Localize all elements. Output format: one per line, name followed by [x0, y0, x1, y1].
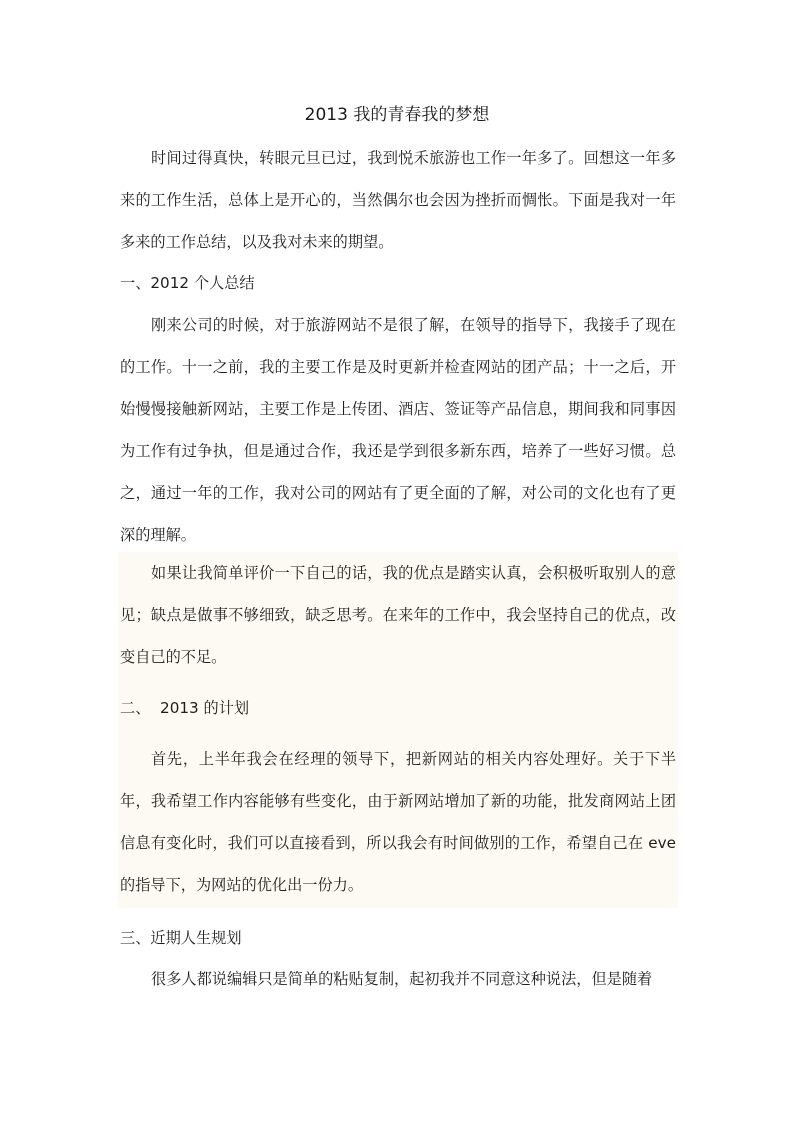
plan-paragraph: 首先，上半年我会在经理的领导下，把新网站的相关内容处理好。关于下半年，我希望工作内容能够有些变化，由于新网站增加了新的功能，批发商网站上团信息有变化时，我们可以直接看到，所以我会有时间做别的工作，希望自己在 eve 的指导下，为网站的优化出一份力。	[120, 750, 676, 894]
summary-paragraph-1: 刚来公司的时候，对于旅游网站不是很了解，在领导的指导下，我接手了现在的工作。十一之前，我的主要工作是及时更新并检查网站的团产品；十一之后，开始慢慢接触新网站，主要工作是上传团、酒店、签证等产品信息，期间我和同事因为工作有过争执，但是通过合作，我还是学到很多新东西，培养了一些好习惯。总之，通过一年的工作，我对公司的网站有了更全面的了解，对公司的文化也有了更深的理解。	[120, 316, 676, 544]
document-title: 2013 我的青春我的梦想	[304, 105, 490, 125]
intro-paragraph: 时间过得真快，转眼元旦已过，我到悦禾旅游也工作一年多了。回想这一年多来的工作生活，总体上是开心的，当然偶尔也会因为挫折而惆怅。下面是我对一年多来的工作总结，以及我对未来的期望。	[120, 149, 676, 251]
summary-paragraph-2: 如果让我简单评价一下自己的话，我的优点是踏实认真，会积极听取别人的意见；缺点是做事不够细致，缺乏思考。在来年的工作中，我会坚持自己的优点，改变自己的不足。	[120, 564, 676, 666]
life-paragraph: 很多人都说编辑只是简单的粘贴复制，起初我并不同意这种说法，但是随着	[151, 970, 653, 988]
section-heading-plan: 二、 2013 的计划	[120, 699, 250, 717]
section-heading-life: 三、近期人生规划	[120, 929, 242, 947]
section-heading-summary: 一、2012 个人总结	[120, 274, 255, 292]
